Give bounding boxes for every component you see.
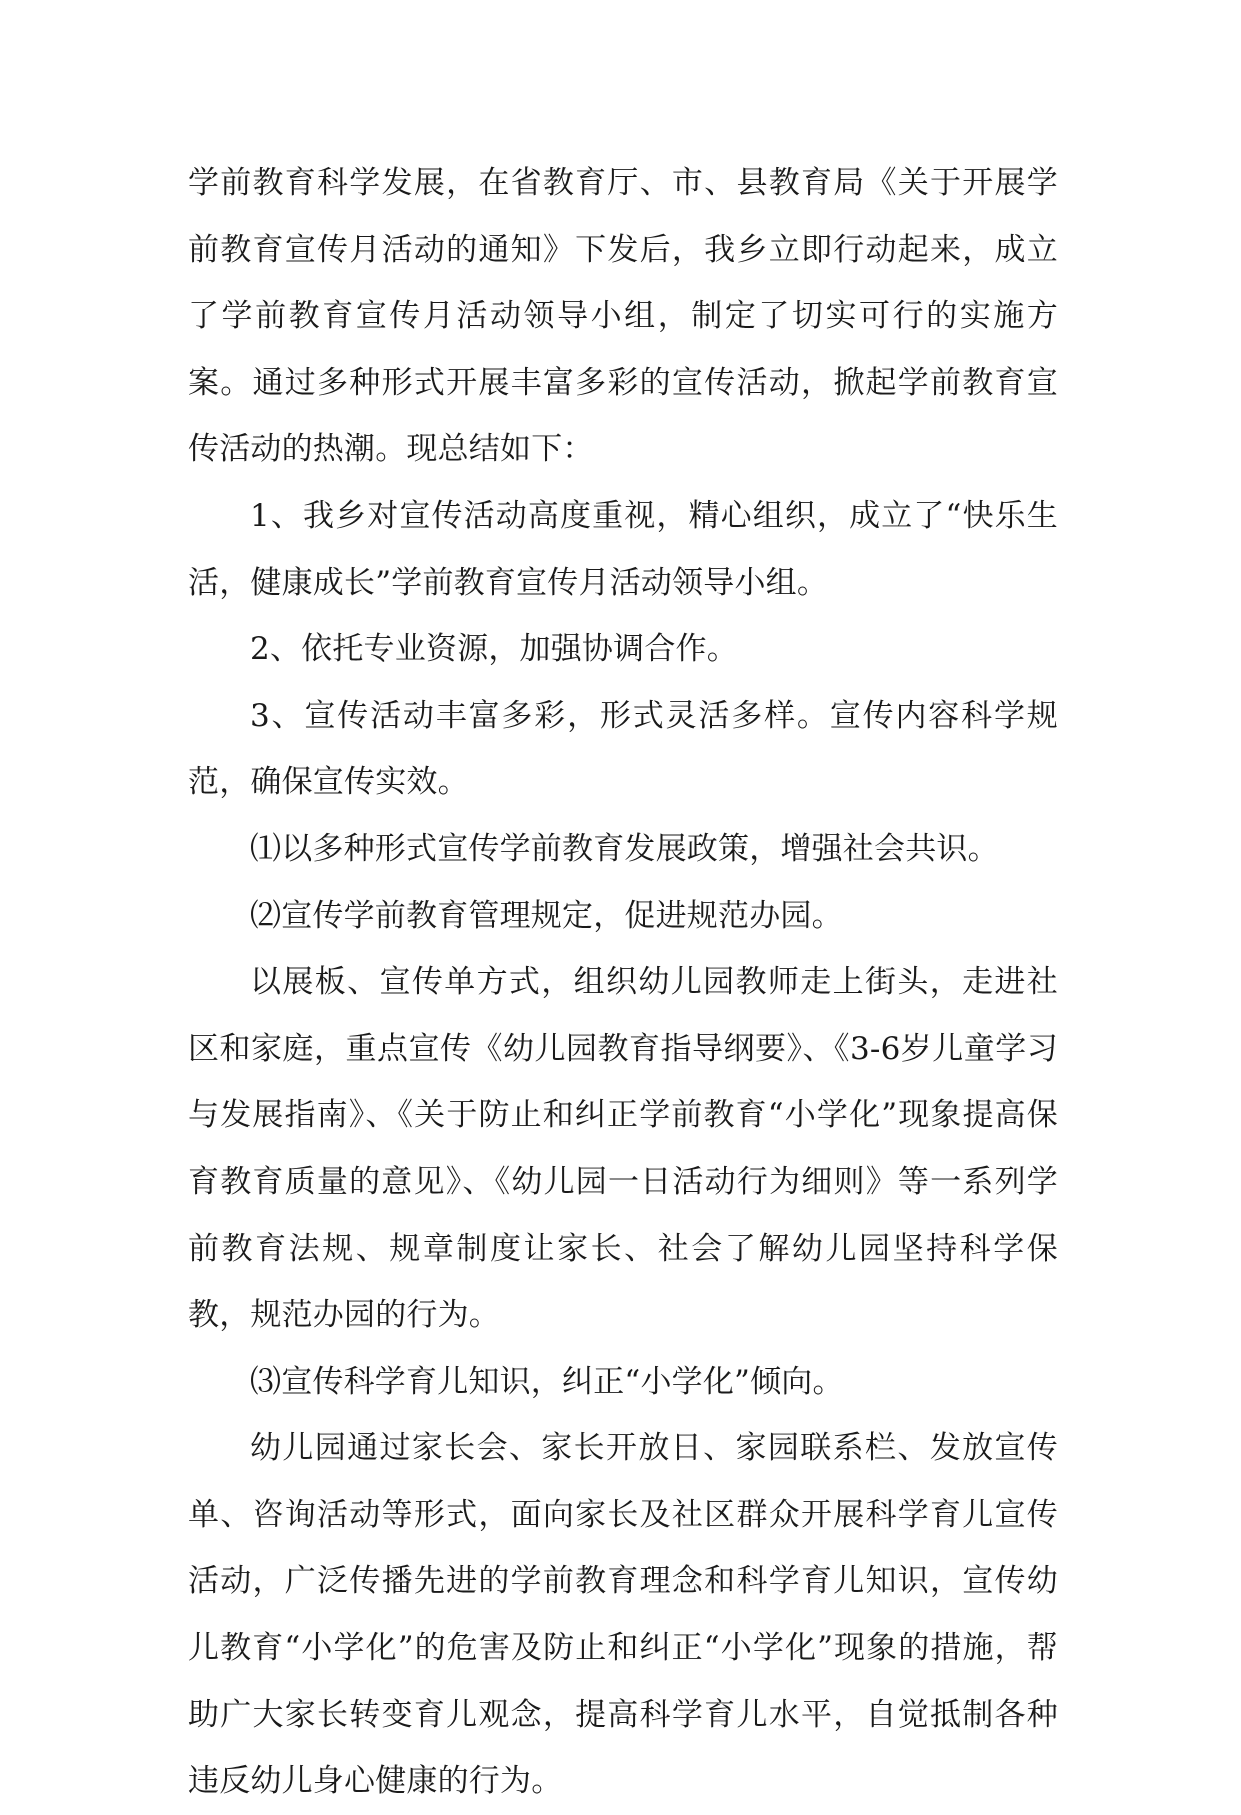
paragraph-item-1: 1、我乡对宣传活动高度重视，精心组织，成立了“快乐生活，健康成长”学前教育宣传月活动领导小组。 [188,497,1058,601]
paragraph-subitem-3: ⑶宣传科学育儿知识，纠正“小学化”倾向。 [250,1363,844,1400]
paragraph-subitem-1: ⑴以多种形式宣传学前教育发展政策，增强社会共识。 [250,830,999,867]
paragraph-subitem-2: ⑵宣传学前教育管理规定，促进规范办园。 [250,897,843,934]
paragraph-subitem-2-detail: 以展板、宣传单方式，组织幼儿园教师走上街头，走进社区和家庭，重点宣传《幼儿园教育指导纲要》、《3-6岁儿童学习与发展指南》、《关于防止和纠正学前教育“小学化”现象提高保育教育质量的意见》、《幼儿园一日活动行为细则》等一系列学前教育法规、规章制度让家长、社会了解幼儿园坚持科学保教，规范办园的行为。 [188,964,1058,1334]
paragraph-intro: 学前教育科学发展，在省教育厅、市、县教育局《关于开展学前教育宣传月活动的通知》下发后，我乡立即行动起来，成立了学前教育宣传月活动领导小组，制定了切实可行的实施方案。通过多种形式开展丰富多彩的宣传活动，掀起学前教育宣传活动的热潮。现总结如下： [188,165,1058,468]
paragraph-subitem-3-detail: 幼儿园通过家长会、家长开放日、家园联系栏、发放宣传单、咨询活动等形式，面向家长及社区群众开展科学育儿宣传活动，广泛传播先进的学前教育理念和科学育儿知识，宣传幼儿教育“小学化”的危害及防止和纠正“小学化”现象的措施，帮助广大家长转变育儿观念，提高科学育儿水平，自觉抵制各种违反幼儿身心健康的行为。 [188,1430,1058,1800]
paragraph-item-3: 3、宣传活动丰富多彩，形式灵活多样。宣传内容科学规范，确保宣传实效。 [188,697,1058,801]
document-body [188,150,1058,1815]
paragraph-item-2: 2、依托专业资源，加强协调合作。 [250,631,738,668]
